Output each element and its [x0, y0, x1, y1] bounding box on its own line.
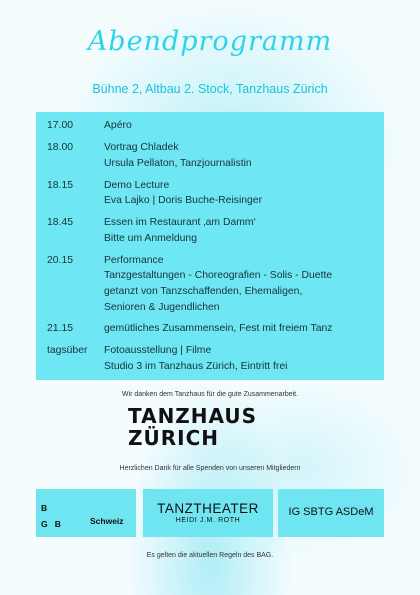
program-row — [36, 178, 384, 209]
program-description — [104, 253, 384, 315]
program-time: 18.15 — [47, 179, 74, 191]
logo-line-2: ZÜRICH — [128, 426, 219, 450]
program-line: Tanzgestaltungen - Choreografien - Solis - Duette — [104, 270, 333, 282]
bgb-letters-gb: G B — [41, 519, 61, 529]
sponsor-tanztheater-logo — [143, 489, 273, 537]
program-line: Studio 3 im Tanzhaus Zürich, Eintritt frei — [104, 361, 288, 373]
program-time: 21.15 — [47, 323, 74, 335]
program-description — [104, 215, 384, 246]
program-line: Essen im Restaurant ‚am Damm‘ — [104, 217, 256, 229]
program-time: 18.00 — [47, 141, 74, 153]
bgb-letters — [41, 500, 61, 532]
sponsor-bgb-logo — [36, 489, 136, 537]
program-line: Performance — [104, 254, 164, 266]
thanks-tanzhaus-text: Wir danken dem Tanzhaus für die gute Zusammenarbeit. — [121, 391, 299, 398]
program-line: Vortrag Chladek — [104, 141, 179, 153]
program-time: 20.15 — [47, 254, 74, 266]
program-time: 18.45 — [47, 217, 74, 229]
tanztheater-subtitle: HEIDI J.M. ROTH — [175, 517, 241, 524]
program-row — [36, 321, 384, 337]
program-description — [104, 178, 384, 209]
program-row — [36, 140, 384, 171]
program-line: Ursula Pellaton, Tanzjournalistin — [104, 157, 252, 169]
program-description — [104, 343, 384, 374]
thanks-members-text: Herzlichen Dank für alle Spenden von unseren Mitgliedern — [119, 465, 301, 472]
logo-line-1: TANZHAUS — [128, 404, 258, 428]
venue-subtitle: Bühne 2, Altbau 2. Stock, Tanzhaus Zürich — [92, 82, 328, 96]
page-title: Abendprogramm — [87, 26, 333, 57]
program-line: Eva Lajko | Doris Buche-Reisinger — [104, 195, 263, 207]
sponsor-ig-logo — [278, 489, 384, 537]
tanztheater-name: TANZTHEATER — [157, 501, 259, 516]
program-line: Fotoausstellung | Filme — [104, 345, 212, 357]
program-description — [104, 118, 384, 134]
program-line: Senioren & Jugendlichen — [104, 301, 220, 313]
program-line: Bitte um Anmeldung — [104, 232, 197, 244]
footer-note: Es gelten die aktuellen Regeln des BAG. — [146, 552, 274, 559]
tanzhaus-zurich-logo — [128, 406, 298, 454]
program-line: getanzt von Tanzschaffenden, Ehemaligen, — [104, 285, 303, 297]
bgb-letter-b: B — [41, 503, 48, 513]
ig-sbtg-text: IG SBTG ASDeM — [288, 506, 374, 518]
program-time: tagsüber — [47, 345, 88, 357]
program-row — [36, 343, 384, 374]
program-row — [36, 118, 384, 134]
program-row — [36, 215, 384, 246]
program-description — [104, 321, 384, 337]
program-box — [36, 112, 384, 380]
program-time: 17.00 — [47, 120, 74, 131]
program-line: Apéro — [104, 120, 132, 131]
bgb-word: Schweiz — [90, 516, 124, 526]
program-line: gemütliches Zusammensein, Fest mit freiem Tanz — [104, 323, 333, 335]
program-row — [36, 253, 384, 315]
program-description — [104, 140, 384, 171]
program-line: Demo Lecture — [104, 179, 170, 191]
